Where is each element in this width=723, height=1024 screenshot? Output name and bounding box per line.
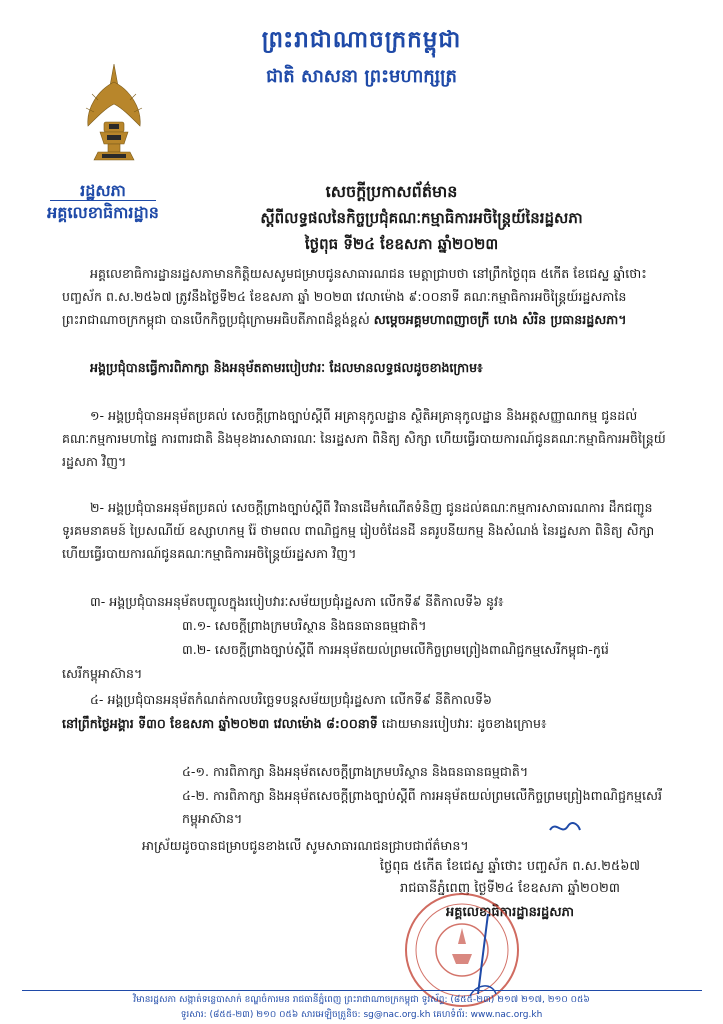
item-4-rest: ដោយមានរបៀបវារៈ ដូចខាងក្រោម៖ [377, 716, 547, 731]
official-seal-icon [400, 884, 550, 1012]
item-1-text: ១- អង្គប្រជុំបានអនុម័តប្រគល់ សេចក្តីព្រាងច្បាប់ស្តីពី អគ្រានុកូលដ្ឋាន ស្ថិតិអគ្រានុកូលដ្ឋាន និងអត្តសញ្ញាណកម្ម ជូនដល់គណៈកម្មការមហាផ្ទៃ ការពារជាតិ និងមុខងារសាធារណៈ នៃរដ្ឋសភា ពិនិត្យ សិក្សា ហើយធ្វើរបាយការណ៍ជូនគណៈកម្មាធិការអចិន្ត្រៃយ៍រដ្ឋសភា វិញ។ [62, 408, 666, 469]
item-4-text: ៤- អង្គប្រជុំបានអនុម័តកំណត់កាលបរិច្ឆេទបន្តសម័យប្រជុំរដ្ឋសភា លើកទី៩ នីតិកាលទី៦ [90, 692, 492, 707]
doc-title: សេចក្តីប្រកាសព័ត៌មាន [325, 182, 458, 201]
kingdom-heading: ព្រះរាជាណាចក្រកម្ពុជា [261, 27, 462, 53]
agenda-intro-text: អង្គប្រជុំបានធ្វើការពិភាក្សា និងអនុម័តតាមរបៀបវារៈ ដែលមានលទ្ធផលដូចខាងក្រោម៖ [90, 360, 483, 375]
footer-divider [22, 990, 702, 991]
item-4-1-text: ៤-១. ការពិភាក្សា និងអនុម័តសេចក្តីព្រាងក្រមបរិស្ថាន និងធនធានធម្មជាតិ។ [182, 764, 529, 779]
org-name-assembly: រដ្ឋសភា [80, 181, 126, 200]
item-3-2-cont-text: សេរីកម្ពុអាស៊ាន។ [62, 666, 143, 681]
item-2-text: ២- អង្គប្រជុំបានអនុម័តប្រគល់ សេចក្តីព្រាងច្បាប់ស្តីពី វិធានដើមកំណើតទំនិញ ជូនដល់គណៈកម្មការសាធារណការ ដឹកជញ្ជូន ទូរគមនាគមន៍ ប្រៃសណីយ៍ ឧស្សាហកម្ម រ៉ែ ថាមពល ពាណិជ្ជកម្ម រៀបចំដែនដី នគរូបនីយកម្ម និងសំណង់ នៃរដ្ឋសភា ពិនិត្យ សិក្សា ហើយធ្វើរបាយការណ៍ជូនគណៈកម្មាធិការអចិន្ត្រៃយ៍រដ្ឋសភា វិញ។ [62, 500, 655, 561]
item-1 [62, 404, 672, 473]
intro-paragraph [62, 262, 672, 331]
item-3 [62, 590, 672, 613]
item-2 [62, 496, 672, 565]
item-3-2 [62, 638, 672, 661]
item-4-bold: នៅព្រឹកថ្ងៃអង្គារ ទី៣០ ខែឧសភា ឆ្នាំ២០២៣ វេលាម៉ោង ៨:០០នាទី [62, 716, 378, 731]
agenda-intro [62, 356, 672, 379]
intro-bold: សម្តេចអគ្គមហាពញាចក្រី ហេង សំរិន ប្រធានរដ្ឋសភា។ [373, 312, 627, 327]
initial-mark-icon [548, 818, 582, 838]
intro-normal: អគ្គលេខាធិការដ្ឋានរដ្ឋសភាមានកិត្តិយសសូមជម្រាបជូនសាធារណជន មេត្តាជ្រាបថា នៅព្រឹកថ្ងៃពុធ ៥កើត ខែជេស្ឋ ឆ្នាំថោះ បញ្ចស័ក ព.ស.២៥៦៧ ត្រូវនឹងថ្ងៃទី២៤ ខែឧសភា ឆ្នាំ ២០២៣ វេលាម៉ោង ៩:០០នាទី គណៈកម្មាធិការអចិន្ត្រៃយ៍រដ្ឋសភានៃព្រះរាជាណាចក្រកម្ពុជា បានបើកកិច្ចប្រជុំក្រោមអធិបតីភាពដ៏ខ្ពង់ខ្ពស់ [62, 266, 647, 327]
item-3-2-text: ៣.២- សេចក្តីព្រាងច្បាប់ស្តីពី ការអនុម័តយល់ព្រមលើកិច្ចព្រមព្រៀងពាណិជ្ជកម្មសេរីកម្ពុជា-កូរ៉េ [182, 642, 609, 657]
signer-name: អគ្គលេខាធិការដ្ឋានរដ្ឋសភា [446, 905, 574, 920]
doc-date: ថ្ងៃពុធ ទី២៤ ខែឧសភា ឆ្នាំ២០២៣ [304, 235, 499, 253]
item-3-2-cont [62, 662, 672, 685]
item-4-1 [62, 760, 672, 783]
item-4-2-text: ៤-២. ការពិភាក្សា និងអនុម័តសេចក្តីព្រាងច្បាប់ស្តីពី ការអនុម័តយល់ព្រមលើកិច្ចព្រមព្រៀងពាណិជ្ជកម្មសេរីកម្ពុអាស៊ាន។ [182, 788, 662, 826]
item-4-date [62, 712, 672, 735]
item-3-1 [62, 614, 672, 637]
footer-address: វិមានរដ្ឋសភា សង្កាត់ទន្លេបាសាក់ ខណ្ឌចំការមន រាជធានីភ្នំពេញ ព្រះរាជាណាចក្រកម្ពុជា ទូរស័ព្ទ: (៨៥៥-២៣) ២១៧ ២១៧, ២១០ ០៥៦ [133, 995, 590, 1005]
intro-text [62, 262, 672, 331]
org-name-secretariat: អគ្គលេខាធិការដ្ឋាន [47, 203, 159, 222]
closing-text: អាស្រ័យដូចបានជម្រាបជូនខាងលើ សូមសាធារណជនជ្រាបជាព័ត៌មាន។ [142, 838, 469, 853]
item-4 [62, 688, 672, 711]
footer-contact: ទូរសារ: (៨៥៥-២៣) ២១០ ០៥៦ សារអេឡិចត្រូនិច: sg@nac.org.kh គេហទំព័រ: www.nac.org.kh [180, 1010, 543, 1020]
date-lunar: ថ្ងៃពុធ ៥កើត ខែជេស្ឋ ឆ្នាំថោះ បញ្ចស័ក ព.ស.២៥៦៧ [379, 859, 641, 874]
national-assembly-emblem-icon [78, 60, 150, 170]
national-motto: ជាតិ សាសនា ព្រះមហាក្សត្រ [266, 66, 457, 87]
item-3-text: ៣- អង្គប្រជុំបានអនុម័តបញ្ចូលក្នុងរបៀបវារៈសម័យប្រជុំរដ្ឋសភា លើកទី៩ នីតិកាលទី៦ នូវ៖ [90, 594, 504, 609]
item-3-1-text: ៣.១- សេចក្តីព្រាងក្រមបរិស្ថាន និងធនធានធម្មជាតិ។ [182, 618, 427, 633]
date-solar: រាជធានីភ្នំពេញ ថ្ងៃទី២៤ ខែឧសភា ឆ្នាំ២០២៣ [400, 881, 620, 896]
doc-subtitle: ស្តីពីលទ្ធផលនៃកិច្ចប្រជុំគណៈកម្មាធិការអចិន្ត្រៃយ៍នៃរដ្ឋសភា [260, 209, 583, 227]
